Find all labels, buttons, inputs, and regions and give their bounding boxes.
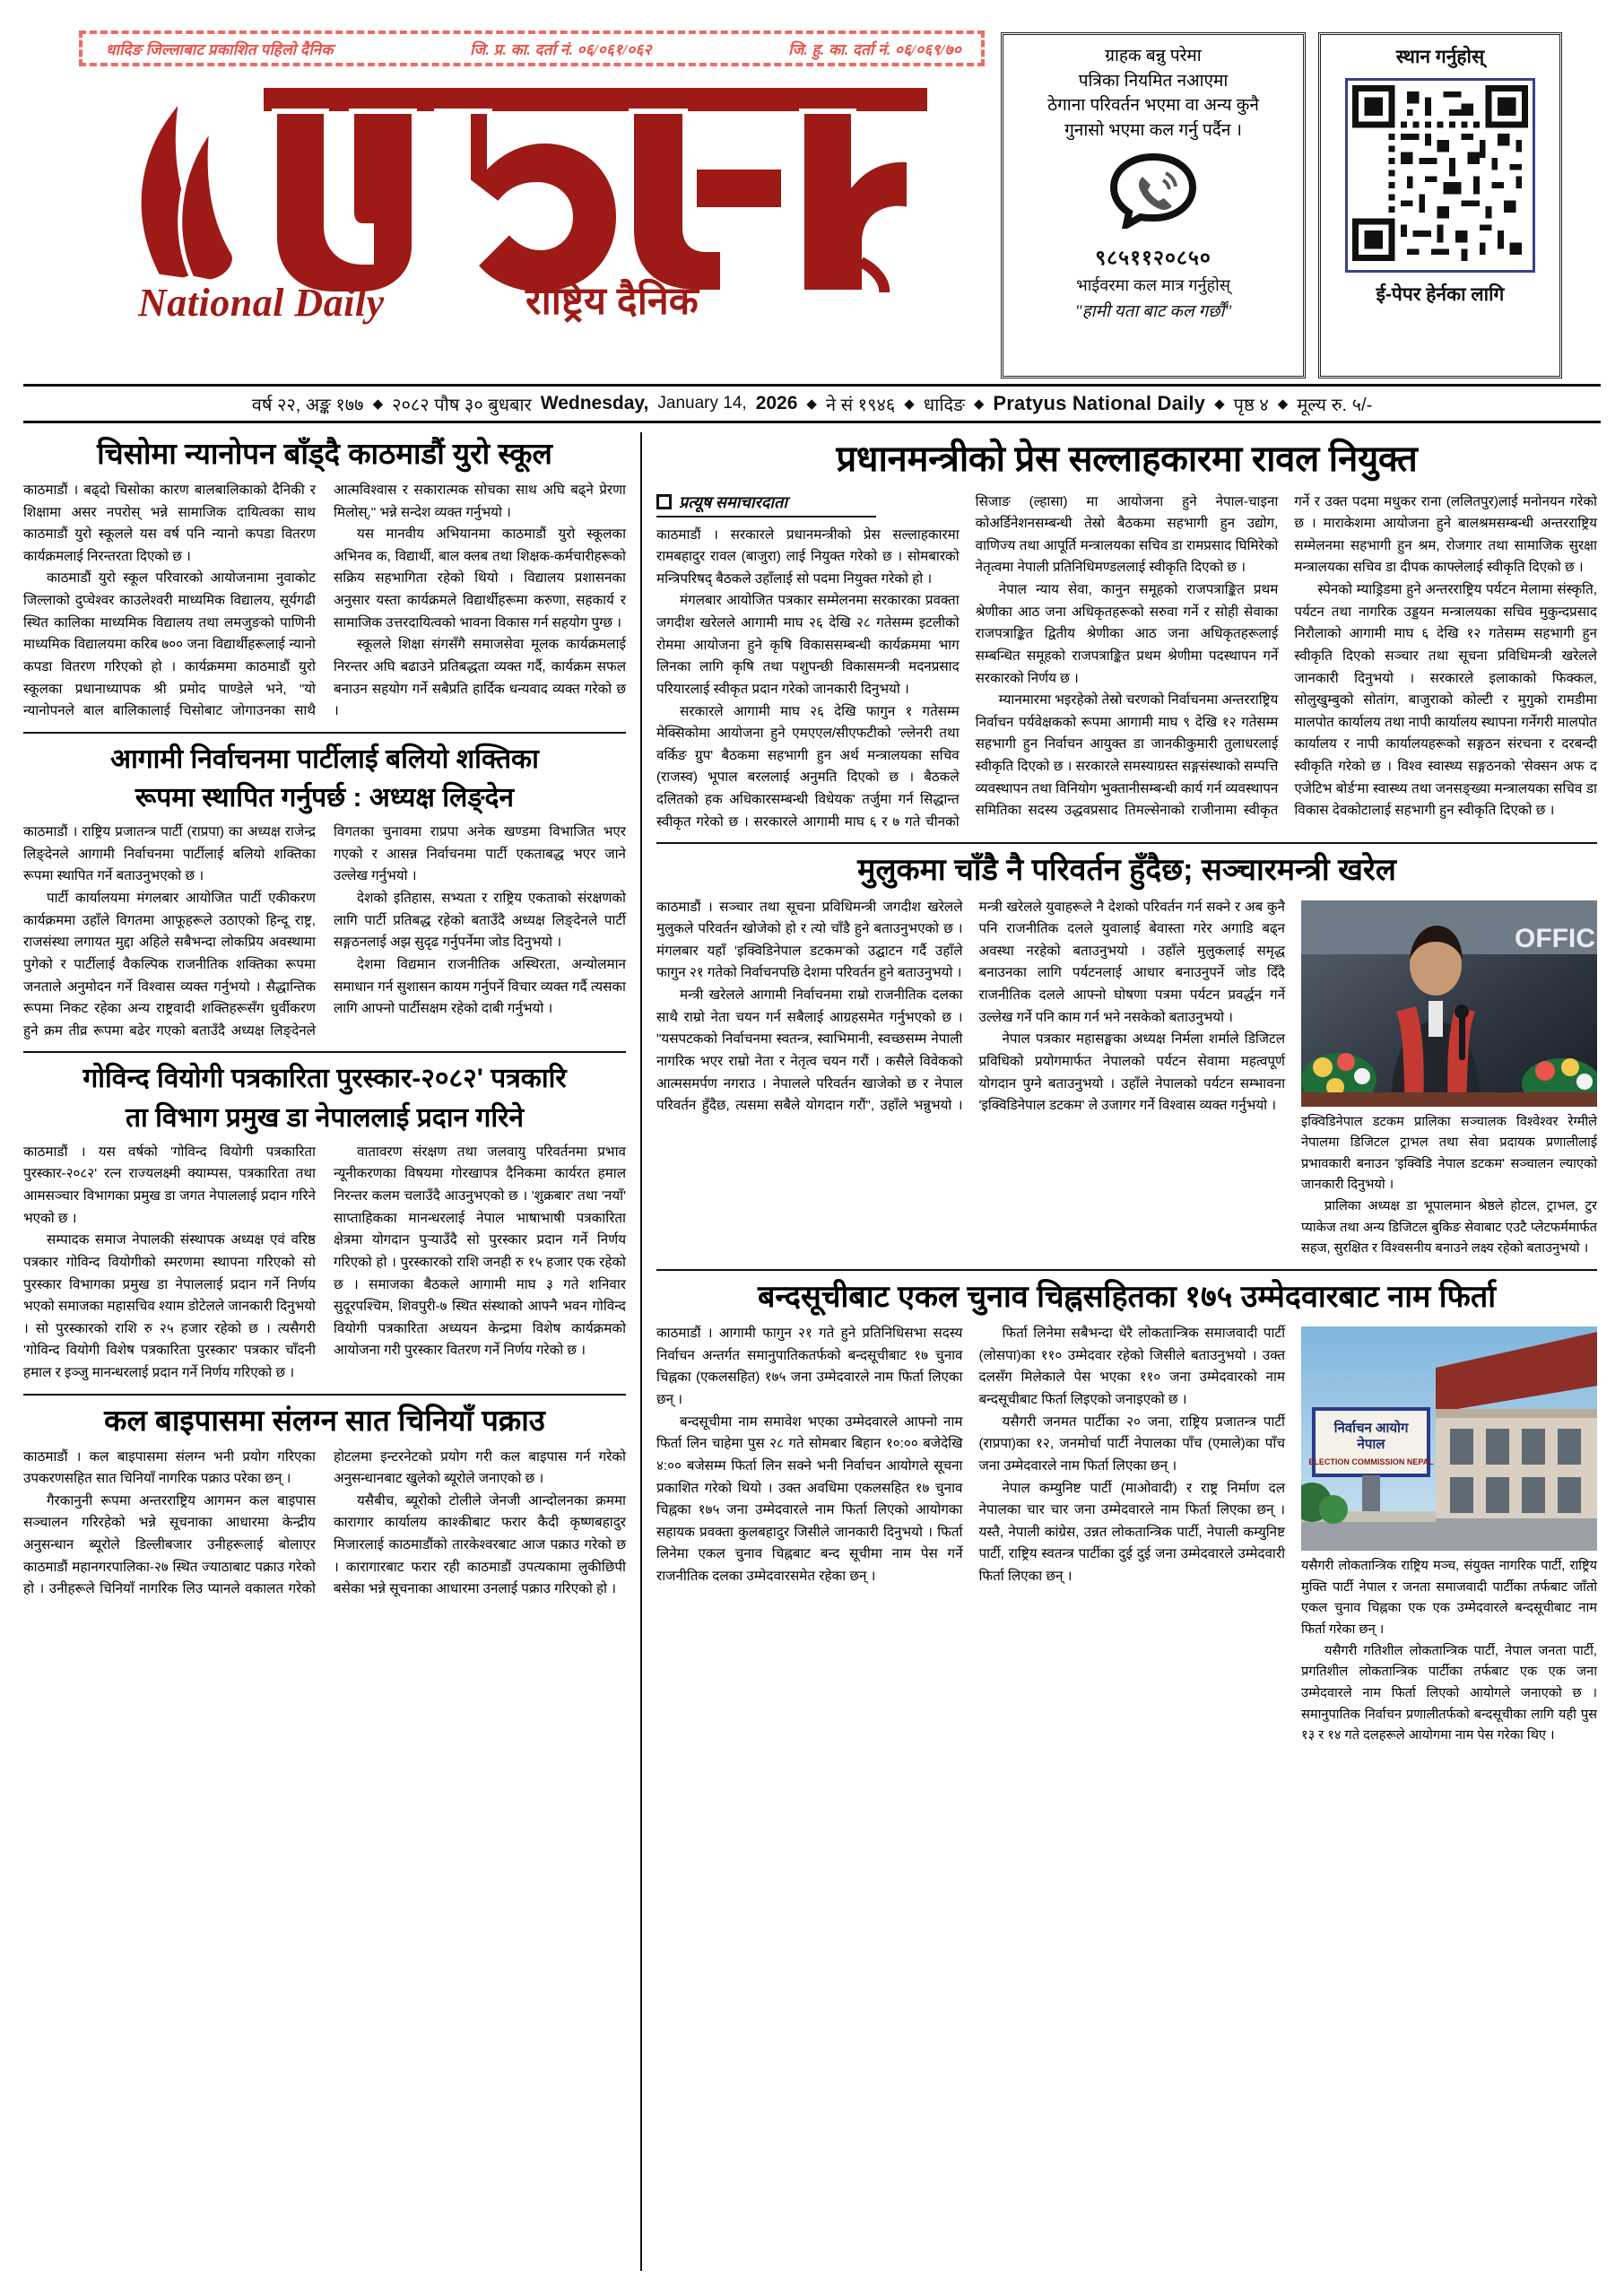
cand-p5: नेपाल कम्युनिष्ट पार्टी (माओवादी) र राष्ट्र निर्माण दल नेपालका चार चार जना उम्मेदवारले नाम फिर्ता लिएका छन् । यस्तै, नेपाली कांग्रेस, उन्नत लोकतान्त्रिक पार्टी, नेपाली कम्युनिष्ट पार्टी, राष्ट्रिय स्वतन्त्र पार्टीका दुई दुई जना उम्मेदवारले उम्मेदवारी फिर्ता लिएका छन् । bbox=[978, 1480, 1285, 1585]
divider-3 bbox=[23, 1394, 626, 1396]
sub-line-2: पत्रिका नियमित नआएमा bbox=[1078, 71, 1229, 91]
english-year: 2026 bbox=[755, 393, 798, 413]
separator-diamond-icon-4: ◆ bbox=[973, 396, 985, 412]
logo-nepali-name: राष्ट्रिय दैनिक bbox=[525, 280, 699, 323]
square-bullet-icon bbox=[656, 494, 672, 509]
article-chinese-arrest bbox=[23, 1403, 626, 1601]
masthead-left bbox=[23, 20, 1001, 378]
page-count: पृष्ठ ४ bbox=[1233, 395, 1269, 415]
pm-p6: स्पेनको म्याड्रिडमा हुने अन्तरराष्ट्रिय पर्यटन मेलामा संस्कृति, पर्यटन तथा नागरिक उड्डयन मन्त्रालयका सचिव मुकुन्दप्रसाद निरौलाको आगामी माघ ६ देखि १२ गतेसम्म सहभागी हुन स्वीकृति दिएको सञ्चार तथा सूचना प्रविधिमन्त्री खरेलले जानकारी दिनुभयो । सरकारले इलाकाको फिक्कल, सोलुखुम्बुको सोतांग, बाजुराको कोल्टी र मुगुको रामडीमा मालपोत कार्यालय तथा नापी कार्यालय स्थापना गर्नेगरी मालपोत कार्यालय र नापी कार्यालयहरूको सङ्गठन संरचना र दरबन्दी स्वीकृति गरेको छ । विश्व स्वास्थ्य सङ्गठनको 'सेक्सन अफ द एजेटिभ बोर्ड'मा स्वास्थ्य तथा जनसङ्ख्या मन्त्रालयका सचिव डा विकास देवकोटालाई सहभागी हुन स्वीकृति दिएको छ । bbox=[1294, 582, 1597, 819]
chinese-arrest-headline: कल बाइपासमा संलग्न सात चिनियाँ पक्राउ bbox=[104, 1403, 545, 1437]
cand-p2: बन्दसूचीमा नाम समावेश भएका उम्मेदवारले आफ्नो नाम फिर्ता लिन चाहेमा पुस २८ गते सोमबार बिहान १०:०० बजेदेखि ४:०० बजेसम्म फिर्ता लिन सक्ने भनी निर्वाचन आयोगले सूचना प्रकाशित गरेको थियो । उक्त अवधिमा एकलसहित १७ चुनाव चिह्नका १७५ जना उम्मेदवारले नाम फिर्ता लिएको आयोगका सहायक प्रवक्ता कुलबहादुर जिसीले जानकारी दिनुभयो । फिर्ता लिनेमा एकल चुनाव चिह्नबाट बन्द सूचीमा नाम पेस गर्ने राजनीतिक दलका उम्मेदवारसमेत रहेका छन् । bbox=[656, 1413, 963, 1585]
masthead bbox=[23, 20, 1601, 378]
award-p1: काठमाडौं । यस वर्षको 'गोविन्द वियोगी पत्रकारिता पुरस्कार-२०८२' रत्न राज्यलक्ष्मी क्याम्पस, पत्रकारिता तथा आमसञ्चार विभागका प्रमुख डा जगत नेपाललाई प्रदान गरिने भएको छ । bbox=[23, 1144, 316, 1226]
separator-diamond-icon: ◆ bbox=[372, 396, 384, 412]
pm-advisor-headline: प्रधानमन्त्रीको प्रेस सल्लाहकारमा रावल नियुक्त bbox=[836, 439, 1418, 479]
reg-right-text: जि. हु. का. दर्ता नं. ०६/०६९/७० bbox=[788, 40, 961, 58]
lingden-p2: पार्टी कार्यालयमा मंगलबार आयोजित पार्टी एकीकरण कार्यक्रममा उहाँले विगतमा आफूहरूले उठाएको हिन्दू राष्ट्र, राजसंस्था लगायत मुद्दा अहिले सबैभन्दा लोकप्रिय अवस्थामा पुगेको र पार्टीलाई वैकल्पिक राजनीतिक शक्तिका रूपमा जनताले अनुमोदन गर्ने विश्वास व्यक्त गर्नुभयो । सैद्धान्तिक रूपमा निकट रहेका अन्य राष्ट्रवादी शक्तिहरूसँग धुर्वीकरण हुने क्रम तीव्र रूपमा बढेर गएको बताउँदै अध्यक्ष लिङ्देनले विगतका चुनावमा राप्रपा अनेक खण्डमा विभाजित भएर गएको र आसन्न निर्वाचनमा पार्टी एकताबद्ध भएर जाने उल्लेख गर्नुभयो । bbox=[23, 824, 626, 1039]
kharel-headline: मुलुकमा चाँडै नै परिवर्तन हुँदैछ; सञ्चारमन्त्री खरेल bbox=[857, 853, 1396, 888]
cand-p4: यसैगरी जनमत पार्टीका २० जना, राष्ट्रिय प्रजातन्त्र पार्टी (राप्रपा)का १२, जनमोर्चा पार्टी नेपालका पाँच (एमाले)का पाँच जना उम्मेदवारले नाम फिर्ता लिएका छन् । bbox=[978, 1413, 1285, 1474]
award-p3: वातावरण संरक्षण तथा जलवायु परिवर्तनमा प्रभाव न्यूनीकरणका विषयमा गोरखापत्र दैनिकमा कार्यरत हमाल निरन्तर कलम चलाउँदै आउनुभएको छ । 'शुक्रबार' तथा 'नयाँ' साप्ताहिकका मानन्धरलाई नेपाल भाषाभाषी पत्रकारिता क्षेत्रमा योगदान पुर्‍याउँदै सो पुरस्कार प्रदान गर्ने निर्णय गरिएको हो । पुरस्कारको राशि जनही रु १५ हजार एक रहेको छ । समाजका बैठकले आगामी माघ ३ गते शनिवार सुदूरपश्चिम, शिवपुरी-७ स्थित संस्थाको आफ्नै भवन गोविन्द वियोगी पत्रकारिता अध्ययन केन्द्रमा विशेष कार्यक्रमको आयोजना गरी पुरस्कार वितरण गर्ने निर्णय गरेको छ । bbox=[334, 1144, 626, 1359]
pm-p5: म्यानमारमा भइरहेको तेस्रो चरणको निर्वाचनमा अन्तरराष्ट्रिय निर्वाचन पर्यवेक्षकको रूपमा आगामी माघ ९ देखि १२ गतेसम्म सहभागी हुन निर्वाचन आयुक्त डा जानकीकुमारी तुलाधरलाई स्वीकृति दिएको छ । सरकारले समस्याग्रस्त सङ्गसंस्थाको सम्पत्ति व्यवस्थापन तथा विनियोग भुक्तानीसम्बन्धी कार्य गर्न व्यवस्थापन समितिका सदस्य उद्धवप्रसाद तिमल्सेनाको राजीनामा स्वीकृत गर्ने र उक्त पदमा मधुकर राना (ललितपुर)लाई मनोनयन गरेको छ । माराकेशमा आयोजना हुने बालश्रमसम्बन्धी अन्तरराष्ट्रिय सम्मेलनमा सहभागी हुन श्रम, रोजगार तथा सामाजिक सुरक्षा मन्त्रालयका सचिव डा दीपक काफ्लेलाई स्वीकृति दिएको छ । bbox=[975, 493, 1597, 819]
logo-wrapper bbox=[23, 68, 1001, 353]
svg-text:निर्वाचन आयोग: निर्वाचन आयोग bbox=[1333, 1421, 1409, 1437]
kharel-p4: इक्विडिनेपाल डटकम प्रालिका सञ्चालक विश्वेश्वर रेग्मीले नेपालमा डिजिटल ट्राभल तथा सेवा प्रदायक प्रणालीलाई प्रभावकारी बनाउन 'इक्विडि नेपाल डटकम' सञ्चालन ल्याएको जानकारी दिनुभयो । bbox=[1301, 1114, 1597, 1193]
euro-school-p1: काठमाडौं । बढ्दो चिसोका कारण बालबालिकाको दैनिकी र शिक्षामा असर नपरोस् भन्ने सामाजिक दायित्वका साथ काठमाडौं युरो स्कूलले यस वर्ष पनि न्यानो कपडा वितरण कार्यक्रमलाई निरन्तरता दिएको छ । bbox=[23, 482, 316, 564]
pm-p4: नेपाल न्याय सेवा, कानुन समूहको राजपत्राङ्कित प्रथम श्रेणीका आठ जना अधिकृतहरूको सरुवा गर्ने र सोही सेवाका राजपत्राङ्कित द्वितीय श्रेणीका आठ जना अधिकृतहरूलाई सम्बन्धित समूहको राजपत्राङ्कित प्रथम श्रेणीमा पदस्थापन गर्ने सरकारको निर्णय छ । bbox=[975, 582, 1279, 686]
pm-p2: मंगलबार आयोजित पत्रकार सम्मेलनमा सरकारका प्रवक्ता जगदीश खरेलले आगामी माघ २६ देखि २८ गतेसम्म इटलीको रोममा आयोजना हुने कृषि विकाससम्बन्धी कार्यक्रममा भाग लिनका लागि कृषि तथा पशुपन्छी विकासमन्त्री मदनप्रसाद परियारलाई स्वीकृत प्रदान गरेको जानकारी दिनुभयो । bbox=[656, 593, 960, 697]
article-candidates-withdrawal bbox=[656, 1278, 1597, 1747]
content-area bbox=[23, 432, 1601, 2271]
lingden-p3: देशको इतिहास, सभ्यता र राष्ट्रिय एकताको संरक्षणको लागि पार्टी प्रतिबद्ध रहेको बताउँदै अध्यक्ष लिङ्देनले पार्टी सङ्गठनलाई अझ सुदृढ गर्नुपर्नेमा जोड दिनुभयो । bbox=[334, 891, 626, 951]
qr-box bbox=[1318, 32, 1562, 378]
logo-english-name: National Daily bbox=[138, 281, 385, 325]
award-p2: सम्पादक समाज नेपालकी संस्थापक अध्यक्ष एवं वरिष्ठ पत्रकार गोविन्द वियोगीको स्मरणमा स्थापना गरिएको सो पुरस्कार विभागका प्रमुख डा नेपाललाई प्रदान गर्ने निर्णय भएको समाजका महासचिव श्याम डोटेलले जानकारी दिनुभयो । सो पुरस्कारको राशि रु २५ हजार रहेको छ । त्यसैगरी 'गोविन्द वियोगी विशेष पत्रकारिता पुरस्कार' पत्रकार चाँदनी हमाल र इञ्जु मानन्धरलाई प्रदान गर्ने निर्णय गरिएको छ । bbox=[23, 1232, 316, 1381]
euro-school-headline: चिसोमा न्यानोपन बाँड्दै काठमाडौं युरो स्कूल bbox=[97, 437, 552, 470]
chinese-p2: गैरकानुनी रूपमा अन्तरराष्ट्रिय आगमन कल बाइपास सञ्चालन गरिरहेको भन्ने सूचनाका आधारमा केन्द्रीय अनुसन्धान ब्यूरोले डिल्लीबजार उनीहरूलाई बोलाएर काठमाडौं महानगरपालिका-२७ स्थित ज्याठाबाट पक्राउ गरेको हो । उनीहरूले चिनियाँ नागरिक लिउ प्यानले वकालत गरेको होटलमा इन्टरनेटको प्रयोग गरी कल बाइपास गर्न गरेको अनुसन्धानबाट खुलेको ब्यूरोले जनाएको छ । bbox=[23, 1448, 626, 1597]
left-column bbox=[23, 432, 642, 2271]
divider-1 bbox=[23, 732, 626, 734]
kharel-p5: प्रालिका अध्यक्ष डा भूपालमान श्रेष्ठले होटल, ट्राभल, टुर प्याकेज तथा अन्य डिजिटल बुकिङ सेवाबाट एउटै प्लेटफर्ममार्फत सहज, सुरक्षित र विश्वसनीय बनाउने लक्ष्य रहेको बताउनुभयो । bbox=[1301, 1199, 1597, 1257]
euro-school-p4: स्कूलले शिक्षा संगसँगै समाजसेवा मूलक कार्यक्रमलाई निरन्तर अघि बढाउने प्रतिबद्धता व्यक्त गर्दै, कार्यक्रम सफल बनाउन सहयोग गर्ने सबैप्रति हार्दिक धन्यवाद व्यक्त गरेको छ । bbox=[334, 637, 626, 719]
right-columns bbox=[642, 432, 1597, 2271]
kharel-p1: काठमाडौं । सञ्चार तथा सूचना प्रविधिमन्त्री जगदीश खरेलले मुलुकले परिवर्तन खोजेको हो र त्यो चाँडै हुने बताउनुभएको छ । मंगलबार यहाँ 'इक्विडिनेपाल डटकम'को उद्घाटन गर्दै उहाँले फागुन २१ गतेको निर्वाचनपछि देशमा परिवर्तन हुने बताउनुभयो । bbox=[656, 899, 963, 981]
qr-code-icon[interactable] bbox=[1345, 78, 1535, 273]
cand-p7: यसैगरी गतिशील लोकतान्त्रिक पार्टी, नेपाल जनता पार्टी, प्रगतिशील लोकतान्त्रिक पार्टीका तर्फबाट एक एक जना उम्मेदवारले नाम फिर्ता लिएको आयोगले जनाएको छ । समानुपातिक निर्वाचन प्रणालीतर्फको बन्दसूचीका लागि यही पुस १३ र १४ गते दलहरूले आयोगमा नाम पेस गरेका थिए । bbox=[1301, 1643, 1597, 1744]
award-headline-line1: गोविन्द वियोगी पत्रकारिता पुरस्कार-२०८२' पत्रकारि bbox=[83, 1064, 567, 1094]
separator-diamond-icon-3: ◆ bbox=[904, 396, 915, 412]
lingden-p1: काठमाडौं । राष्ट्रिय प्रजातन्त्र पार्टी (राप्रपा) का अध्यक्ष राजेन्द्र लिङ्देनले आगामी निर्वाचनमा पार्टीलाई बलियो शक्तिका रूपमा स्थापित गर्ने बताउनुभएको छ । bbox=[23, 824, 316, 884]
subscription-phone-number: ९८५११२०८५० bbox=[1095, 246, 1211, 270]
article-journalism-award bbox=[23, 1062, 626, 1384]
registration-bar bbox=[79, 30, 985, 66]
sub-line-3: ठेगाना परिवर्तन भएमा वा अन्य कुनै bbox=[1047, 96, 1259, 116]
viber-phone-icon bbox=[1110, 153, 1196, 233]
cand-p1: काठमाडौं । आगामी फागुन २१ गते हुने प्रतिनिधिसभा सदस्य निर्वाचन अन्तर्गत समानुपातिकतर्फको बन्दसूचीबाट १७ चुनाव चिह्नका (एकलसहित) १७५ जना उम्मेदवारले नाम फिर्ता लिएका छन् । bbox=[656, 1326, 963, 1408]
byline bbox=[656, 491, 876, 517]
pm-p1: काठमाडौं । सरकारले प्रधानमन्त्रीको प्रेस सल्लाहकारमा रामबहादुर रावल (बाजुरा) लाई नियुक्त गरेको छ । सोमबारको मन्त्रिपरिषद् बैठकले उहाँलाई सो पदमा नियुक्त गरेको हो । bbox=[656, 526, 960, 587]
qr-box-title: स्थान गर्नुहोस् bbox=[1395, 47, 1485, 67]
chinese-p3: यसैबीच, ब्यूरोको टोलीले जेनजी आन्दोलनका क्रममा कारागार कार्यालय काश्कीबाट फरार कैदी कृष्णबहादुर मिजारलाई काठमाडौंको तारकेश्वरबाट आज पक्राउ गरेको छ । कारागारबाट फरार रही काठमाडौं उपत्यकामा लुकीछिपी बसेका भन्ने सूचनाका आधारमा उनलाई पक्राउ गरिएको हो । bbox=[334, 1492, 626, 1597]
euro-school-p3: यस मानवीय अभियानमा काठमाडौं युरो स्कूलका अभिनव क, विद्यार्थी, बाल क्लब तथा शिक्षक-कर्मचारीहरूको सक्रिय सहभागिता रहेको थियो । विद्यालय प्रशासनका अनुसार यस्ता कार्यक्रमले विद्यार्थीहरूमा करुणा, सहकार्य र सामाजिक उत्तरदायित्वको भावना विकास गर्न सहयोग पुग्छ । bbox=[334, 526, 626, 631]
subscription-box bbox=[1001, 32, 1306, 378]
svg-text:ELECTION COMMISSION NEPAL: ELECTION COMMISSION NEPAL bbox=[1308, 1457, 1434, 1467]
article-minister-kharel bbox=[656, 851, 1597, 1260]
kharel-photo-column bbox=[1301, 897, 1597, 1260]
date-bar bbox=[23, 384, 1601, 423]
divider-5 bbox=[656, 1269, 1597, 1271]
masthead-right bbox=[1001, 20, 1562, 378]
article-euro-school bbox=[23, 436, 626, 723]
subscription-note: भाईवरमा कल मात्र गर्नुहोस् bbox=[1076, 276, 1230, 295]
divider-2 bbox=[23, 1051, 626, 1053]
volume-issue: वर्ष २२, अङ्क १७७ bbox=[251, 395, 364, 415]
lingden-p4: देशमा विद्यमान राजनीतिक अस्थिरता, अन्योलमान समाधान गर्न सुशासन कायम गर्नुपर्ने विचार व्यक्त गर्दै त्यसका लागि आफ्नो पार्टीसक्षम रहेको दाबी गर्नुभयो । bbox=[334, 956, 626, 1017]
article-lingden bbox=[23, 743, 626, 1043]
separator-diamond-icon-6: ◆ bbox=[1277, 396, 1289, 412]
byline-name: प्रत्यूष समाचारदाता bbox=[679, 492, 787, 511]
pratyus-logo-icon bbox=[75, 68, 972, 292]
candidates-figure bbox=[1301, 1326, 1597, 1551]
candidates-headline: बन्दसूचीबाट एकल चुनाव चिह्नसहितका १७५ उम्मेदवारबाट नाम फिर्ता bbox=[757, 1279, 1497, 1314]
separator-diamond-icon-2: ◆ bbox=[806, 396, 817, 412]
subscription-quote: "हामी यता बाट कल गर्छौं" bbox=[1074, 302, 1232, 322]
nepal-sambat: ने सं १९४६ bbox=[825, 395, 896, 415]
reg-mid-text: जि. प्र. का. दर्ता नं. ०६/०६१/०६२ bbox=[470, 40, 652, 58]
svg-text:नेपाल: नेपाल bbox=[1357, 1437, 1385, 1453]
cand-p3: फिर्ता लिनेमा सबैभन्दा धेरै लोकतान्त्रिक समाजवादी पार्टी (लोसपा)का ११० उम्मेदवार रहेको जिसीले बताउनुभयो । उक्त दलसँग मिलेकाले पेस भएका ११० जना उम्मेदवारको नाम बन्दसूचीबाट फिर्ता लिइएको जनाइएको छ । bbox=[978, 1326, 1285, 1408]
reg-left-text: धादिङ जिल्लाबाट प्रकाशित पहिलो दैनिक bbox=[106, 40, 334, 58]
english-day: Wednesday, bbox=[540, 393, 649, 413]
euro-school-p2: काठमाडौं युरो स्कूल परिवारको आयोजनामा नुवाकोट जिल्लाको दुप्चेश्वर काउलेश्वरी माध्यमिक विद्यालय, सूर्यगढी स्थित कालिका माध्यमिक विद्यालय तथा लमजुङको पाणिनी माध्यमिक विद्यालयमा करिब ७०० जना विद्यार्थीहरूलाई न्यानो कपडा वितरण गरिएको हो । कार्यक्रममा काठमाडौं युरो स्कूलका प्रधानाध्यापक श्री प्रमोद पाण्डेले भने, "यो न्यानोपनले बाल बालिकालाई चिसोबाट जोगाउनका साथै आत्मविश्वास र सकारात्मक सोचका साथ अघि बढ्ने प्रेरणा मिलोस्," भन्ने सन्देश व्यक्त गर्नुभयो । bbox=[23, 482, 626, 719]
pm-p3: सरकारले आगामी माघ २६ देखि फागुन १ गतेसम्म मेक्सिकोमा आयोजना हुने एमएएल/सीएफटीको 'ल्लेनरी तथा वर्किङ ग्रुप' बैठकमा सहभागी हुन अर्थ मन्त्रालयका सचिव (राजस्व) भूपाल बरललाई अनुमति दिएको छ । बैठकले दलितको हक अधिकारसम्बन्धी विधेयक' तर्जुमा गर्न सिद्धान्त स्वीकृत गरेको छ । सरकारले आगामी माघ ६ र ७ गते चीनको सिजाङ (ल्हासा) मा आयोजना हुने नेपाल-चाइना कोअर्डिनेशनसम्बन्धी तेस्रो बैठकमा सहभागी हुन उद्योग, वाणिज्य तथा आपूर्ति मन्त्रालयका सचिव डा रामप्रसाद घिमिरेको नेतृत्वमा नेपाली प्रतिनिधिमण्डललाई स्वीकृति दिएको छ । bbox=[656, 493, 1279, 830]
article-pm-press-advisor bbox=[656, 438, 1597, 833]
election-commission-nepal-building-photo bbox=[1301, 1326, 1597, 1551]
sub-line-1: ग्राहक बन्नु परेमा bbox=[1105, 47, 1202, 65]
chinese-p1: काठमाडौं । कल बाइपासमा संलग्न भनी प्रयोग गरिएका उपकरणसहित सात चिनियाँ नागरिक पक्राउ परेका छन् । bbox=[23, 1448, 316, 1487]
separator-diamond-icon-5: ◆ bbox=[1214, 396, 1225, 412]
lingden-headline-line2: रूपमा स्थापित गर्नुपर्छ : अध्यक्ष लिङ्देन bbox=[135, 782, 515, 813]
divider-4 bbox=[656, 842, 1597, 844]
price: मूल्य रु. ५/- bbox=[1297, 395, 1373, 415]
candidates-photo-column bbox=[1301, 1323, 1597, 1747]
sub-line-4: गुनासो भएमा कल गर्नु पर्दैन । bbox=[1064, 120, 1242, 140]
english-date: January 14, bbox=[657, 394, 747, 413]
award-headline-line2: ता विभाग प्रमुख डा नेपाललाई प्रदान गरिने bbox=[125, 1102, 525, 1133]
cand-p6: यसैगरी लोकतान्त्रिक राष्ट्रिय मञ्च, संयुक्त नागरिक पार्टी, राष्ट्रिय मुक्ति पार्टी नेपाल र जनता समाजवादी पार्टीका तर्फबाट जाँतो एकल चुनाव चिह्नका एक एक उम्मेदवारले बन्दसूचीबाट नाम फिर्ता गरेका छन् । bbox=[1301, 1559, 1597, 1638]
photo-text-label: OFFIC bbox=[1515, 923, 1595, 953]
place-name: धादिङ bbox=[923, 395, 965, 415]
brand-name: Pratyus National Daily bbox=[993, 392, 1206, 414]
qr-caption: ई-पेपर हेर्नका लागि bbox=[1376, 284, 1505, 305]
kharel-p2: मन्त्री खरेलले आगामी निर्वाचनमा राम्रो राजनीतिक दलका साथै राम्रो नेता चयन गर्न सबैलाई आग्रहसमेत गर्नुभएको छ । "यसपटकको निर्वाचनमा स्वतन्त्र, स्वाभिमानी, स्वच्छसम्म नेपाली नागरिक भएर राम्रो नेता र नेतृत्व चयन गरौं । कसैले विवेकको आत्मसमर्पण नगराउ । नेपालले परिवर्तन खाजेको छ र नेपाल परिवर्तन हुँदैछ, त्यसमा सबैले योगदान गरौं", उहाँले भन्नुभयो । मन्त्री खरेलले युवाहरूले नै देशको परिवर्तन गर्न सक्ने र अब कुनै पनि राजनीतिक दलले युवालाई बेवास्ता गरेर अगाडि बढ्न अवस्था नरहेको बताउनुभयो । उहाँले मुलुकलाई समृद्ध बनाउनका लागि पर्यटनलाई आधार बनाउनुपर्ने जोड दिँदै राजनीतिक दलले आफ्नो घोषणा पत्रमा पर्यटन प्रवर्द्धन गर्ने उल्लेख गर्ने पनि काम गर्न भने नसकेको बताउनुभयो । bbox=[656, 899, 1285, 1114]
kharel-figure bbox=[1301, 900, 1597, 1107]
kharel-p3: नेपाल पत्रकार महासङ्घका अध्यक्ष निर्मला शर्माले डिजिटल प्रविधिको प्रयोगमार्फत नेपालको पर्यटन सेवामा महत्वपूर्ण योगदान पुग्ने बताउनुभयो । उहाँले नेपालको पर्यटन सम्भावना 'इक्विडिनेपाल डटकम' ले उजागर गर्ने विश्वास व्यक्त गर्नुभयो । bbox=[978, 1031, 1285, 1114]
lingden-headline-line1: आगामी निर्वाचनमा पार्टीलाई बलियो शक्तिका bbox=[110, 744, 539, 774]
sanchar-minister-speaking-photo bbox=[1301, 900, 1597, 1107]
nepali-date: २०८२ पौष ३० बुधबार bbox=[392, 395, 532, 415]
